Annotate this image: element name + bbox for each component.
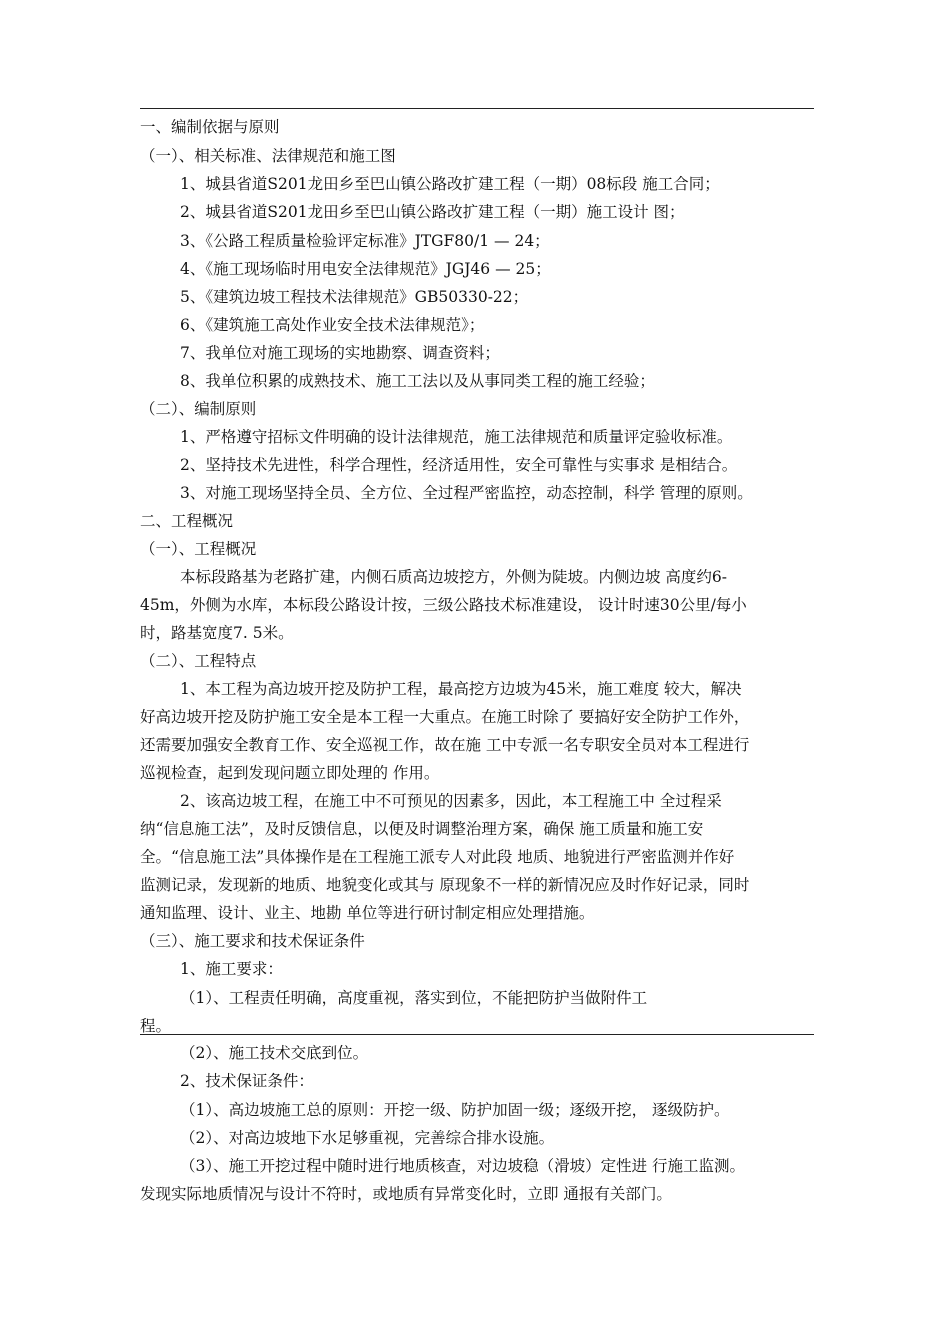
list-item: 7、我单位对施工现场的实地勘察、调查资料；	[180, 344, 500, 362]
paragraph-line: 巡视检查，起到发现问题立即处理的 作用。	[140, 764, 440, 782]
list-item: （1）、高边坡施工总的原则：开挖一级、防护加固一级；逐级开挖， 逐级防护。	[180, 1101, 730, 1119]
list-item: 3、《公路工程质量检验评定标准》JTGF80/1 — 24；	[180, 232, 550, 250]
paragraph-line: 本标段路基为老路扩建，内侧石质高边坡挖方，外侧为陡坡。内侧边坡 高度约6-	[180, 568, 728, 586]
list-item: （3）、施工开挖过程中随时进行地质核查，对边坡稳（滑坡）定性进 行施工监测。	[180, 1157, 746, 1175]
subheading-2-3: （三）、施工要求和技术保证条件	[140, 932, 365, 950]
paragraph-line: 程。	[140, 1017, 172, 1035]
paragraph-line: 时，路基宽度7. 5米。	[140, 624, 294, 642]
subheading-1-2: （二）、编制原则	[140, 400, 257, 418]
paragraph-line: 发现实际地质情况与设计不符时，或地质有异常变化时，立即 通报有关部门。	[140, 1185, 672, 1203]
list-item: 2、坚持技术先进性，科学合理性，经济适用性，安全可靠性与实事求 是相结合。	[180, 456, 738, 474]
list-item: 8、我单位积累的成熟技术、施工工法以及从事同类工程的施工经验；	[180, 372, 655, 390]
paragraph-line: 好高边坡开挖及防护施工安全是本工程一大重点。在施工时除了 要搞好安全防护工作外，	[140, 708, 750, 726]
list-item: 1、城县省道S201龙田乡至巴山镇公路改扩建工程（一期）08标段 施工合同；	[180, 175, 720, 193]
top-rule	[140, 108, 814, 109]
list-item: 3、对施工现场坚持全员、全方位、全过程严密监控，动态控制，科学 管理的原则。	[180, 484, 753, 502]
subheading-2-2: （二）、工程特点	[140, 652, 257, 670]
list-item: 4、《施工现场临时用电安全法律规范》JGJ46 — 25；	[180, 260, 551, 278]
list-item: （2）、对高边坡地下水足够重视，完善综合排水设施。	[180, 1129, 555, 1147]
paragraph-line: 45m，外侧为水库，本标段公路设计按，三级公路技术标准建设， 设计时速30公里/每小	[140, 596, 747, 614]
list-item: 5、《建筑边坡工程技术法律规范》GB50330-22；	[180, 288, 529, 306]
list-item: 2、城县省道S201龙田乡至巴山镇公路改扩建工程（一期）施工设计 图；	[180, 203, 685, 221]
heading-2: 二、工程概况	[140, 512, 234, 530]
paragraph-line: 监测记录，发现新的地质、地貌变化或其与 原现象不一样的新情况应及时作好记录，同时	[140, 876, 750, 894]
paragraph-line: 2、该高边坡工程，在施工中不可预见的因素多，因此，本工程施工中 全过程采	[180, 792, 722, 810]
heading-1: 一、编制依据与原则	[140, 118, 280, 136]
paragraph-line: 全。“信息施工法”具体操作是在工程施工派专人对此段 地质、地貌进行严密监测并作好	[140, 848, 735, 866]
middle-rule	[140, 1034, 814, 1035]
subheading-2-1: （一）、工程概况	[140, 540, 257, 558]
subheading-1-1: （一）、相关标准、法律规范和施工图	[140, 147, 396, 165]
paragraph-line: 纳“信息施工法”，及时反馈信息，以便及时调整治理方案，确保 施工质量和施工安	[140, 820, 704, 838]
list-item: 2、技术保证条件：	[180, 1072, 314, 1090]
list-item: 1、施工要求：	[180, 960, 283, 978]
paragraph-line: 1、本工程为高边坡开挖及防护工程，最高挖方边坡为45米，施工难度 较大，解决	[180, 680, 742, 698]
list-item: 1、严格遵守招标文件明确的设计法律规范，施工法律规范和质量评定验收标准。	[180, 428, 733, 446]
list-item: （2）、施工技术交底到位。	[180, 1044, 369, 1062]
paragraph-line: 通知监理、设计、业主、地勘 单位等进行研讨制定相应处理措施。	[140, 904, 595, 922]
paragraph-line: 还需要加强安全教育工作、安全巡视工作，故在施 工中专派一名专职安全员对本工程进行	[140, 736, 750, 754]
list-item: 6、《建筑施工高处作业安全技术法律规范》；	[180, 316, 485, 334]
list-item: （1）、工程责任明确，高度重视，落实到位，不能把防护当做附件工	[180, 989, 648, 1007]
